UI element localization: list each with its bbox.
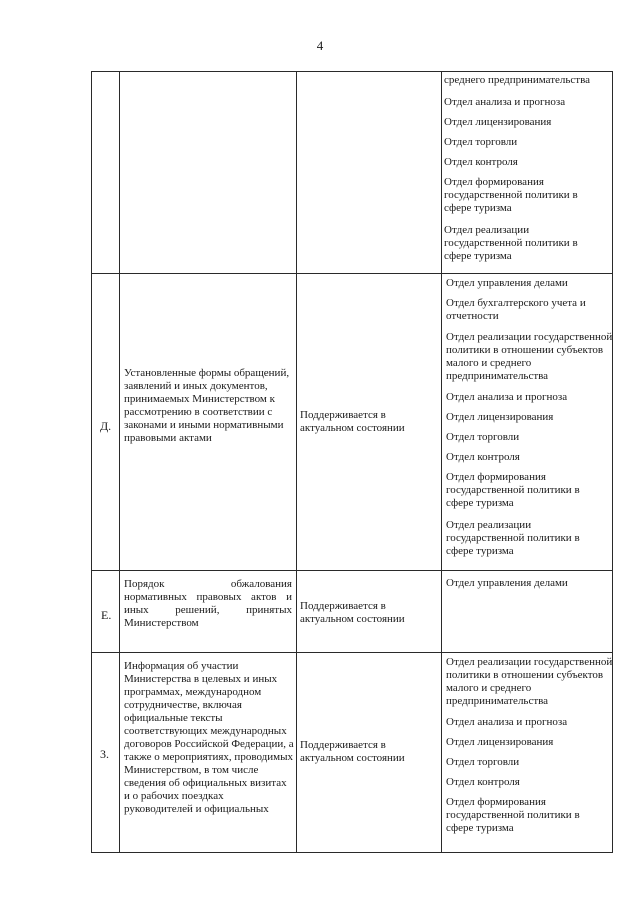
status-cell: Поддерживается в актуальном состоянии — [300, 409, 405, 434]
unit-item: Отдел торговли — [446, 431, 520, 443]
unit-item: Отдел управления делами — [446, 577, 568, 589]
unit-item: Отдел реализации государственной политики в сфере туризма — [444, 224, 578, 262]
unit-item: Отдел формирования государственной политики в сфере туризма — [446, 471, 580, 509]
info-name-cell: Порядок обжалования нормативных правовых актов и иных решений, принятых Министерством — [124, 578, 292, 629]
row-letter: Д. — [100, 419, 112, 433]
unit-item: Отдел анализа и прогноза — [446, 391, 568, 403]
table-rule — [91, 852, 613, 853]
status-cell: Поддерживается в актуальном состоянии — [300, 739, 405, 764]
unit-item: Отдел контроля — [446, 776, 520, 788]
unit-item: Отдел анализа и прогноза — [446, 716, 568, 728]
row-letter: 3. — [100, 747, 109, 761]
table-rule — [441, 71, 442, 853]
page-number: 4 — [316, 38, 324, 53]
unit-item: Отдел бухгалтерского учета и отчетности — [446, 297, 586, 322]
table-rule — [91, 71, 92, 853]
info-name-cell: Установленные формы обращений, заявлений и иных документов, принимаемых Министерством к рассмотрению в соответствии с законами и иными нормативными правовыми актами — [124, 367, 290, 444]
responsible-units-cell — [446, 277, 634, 567]
table-rule — [91, 652, 613, 653]
unit-item: Отдел торговли — [444, 136, 518, 148]
table-rule — [91, 273, 613, 274]
row-letter: Е. — [101, 608, 112, 622]
unit-item: Отдел реализации государственной политики в сфере туризма — [446, 519, 580, 557]
unit-item: Отдел управления делами — [446, 277, 568, 289]
unit-item: Отдел анализа и прогноза — [444, 96, 566, 108]
responsible-units-cell — [446, 577, 634, 647]
table-rule — [296, 71, 297, 853]
unit-item: среднего предпринимательства — [444, 74, 591, 86]
unit-item: Отдел лицензирования — [446, 411, 554, 423]
unit-item: Отдел торговли — [446, 756, 520, 768]
table-rule — [119, 71, 120, 853]
unit-item: Отдел реализации государственной политики в отношении субъектов малого и среднего предпринимательства — [446, 656, 613, 707]
unit-item: Отдел формирования государственной политики в сфере туризма — [444, 176, 578, 214]
unit-item: Отдел лицензирования — [444, 116, 552, 128]
info-name-cell: Информация об участии Министерства в целевых и иных программах, международном сотрудничестве, включая официальные тексты соответствующих международных договоров Российской Федерации, а также о мероприятиях, проводимых Министерством, в том числе сведения об официальных визитах и о рабочих поездках руководителей и официальных — [124, 660, 294, 815]
unit-item: Отдел контроля — [444, 156, 518, 168]
responsible-units-cell — [446, 656, 634, 850]
unit-item: Отдел формирования государственной политики в сфере туризма — [446, 796, 580, 834]
table-rule — [91, 570, 613, 571]
unit-item: Отдел лицензирования — [446, 736, 554, 748]
table-rule — [91, 71, 613, 72]
status-cell: Поддерживается в актуальном состоянии — [300, 600, 405, 625]
unit-item: Отдел реализации государственной политики в отношении субъектов малого и среднего предпринимательства — [446, 331, 613, 382]
unit-item: Отдел контроля — [446, 451, 520, 463]
responsible-units-cell — [444, 74, 634, 272]
